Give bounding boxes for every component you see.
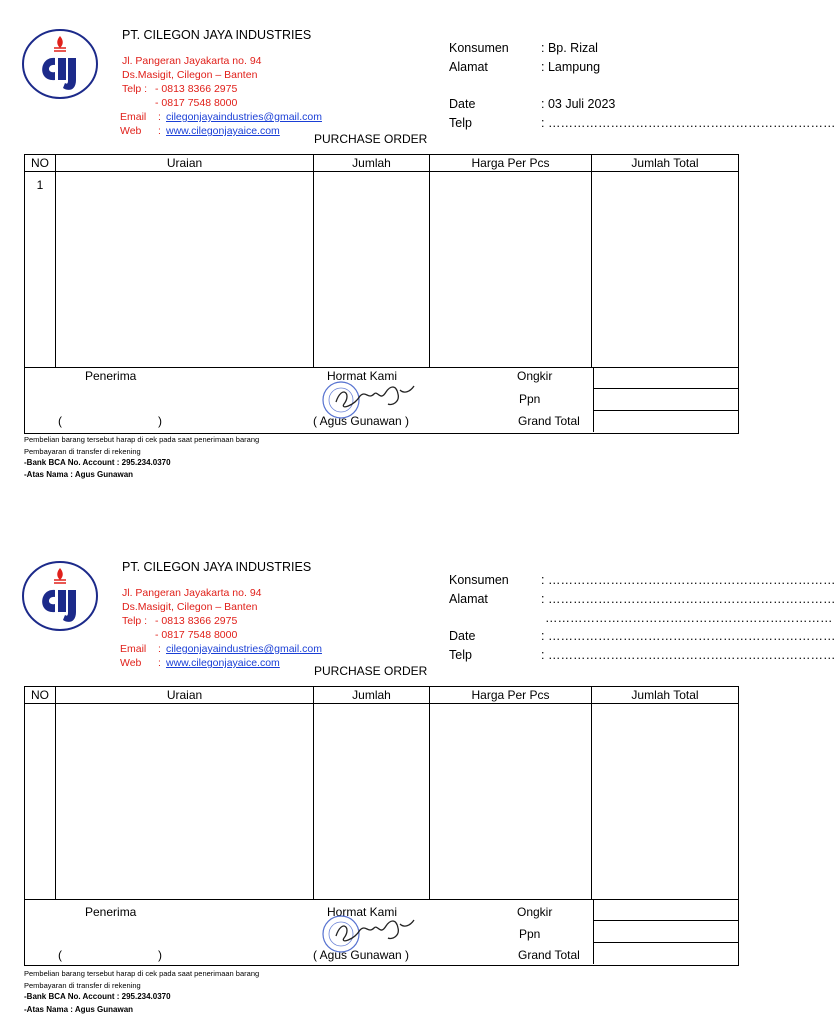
note-transfer: Pembayaran di transfer di rekening	[24, 447, 141, 456]
col-header-total: Jumlah Total	[592, 155, 739, 172]
col-header-harga: Harga Per Pcs	[430, 687, 592, 704]
grand-total-label: Grand Total	[518, 414, 580, 428]
date-value: : ……………………………………………………………	[541, 629, 835, 643]
telp-value: : ……………………………………………………………	[541, 648, 835, 662]
telp-label-right: Telp	[449, 648, 472, 662]
company-address-line1: Jl. Pangeran Jayakarta no. 94	[122, 55, 262, 67]
web-link[interactable]: www.cilegonjayaice.com	[166, 125, 280, 137]
company-logo	[21, 560, 99, 632]
penerima-open-paren: (	[58, 414, 62, 428]
col-header-uraian: Uraian	[56, 155, 314, 172]
alamat-label: Alamat	[449, 592, 488, 606]
col-header-jumlah: Jumlah	[314, 687, 430, 704]
ongkir-box	[593, 899, 739, 921]
date-label: Date	[449, 97, 476, 111]
web-label: Web	[120, 125, 142, 137]
company-name: PT. CILEGON JAYA INDUSTRIES	[122, 28, 312, 42]
col-header-jumlah: Jumlah	[314, 155, 430, 172]
web-link[interactable]: www.cilegonjayaice.com	[166, 657, 280, 669]
ongkir-box	[593, 367, 739, 389]
email-link[interactable]: cilegonjayaindustries@gmail.com	[166, 643, 322, 655]
konsumen-value: : ……………………………………………………………	[541, 573, 835, 587]
ppn-box	[593, 389, 739, 411]
cell-jumlah	[314, 172, 430, 368]
alamat-value: : ……………………………………………………………	[541, 592, 835, 606]
cell-total	[592, 704, 739, 900]
konsumen-label: Konsumen	[449, 573, 509, 587]
purchase-order-form-1	[0, 0, 835, 490]
cell-total	[592, 172, 739, 368]
telp-label: Telp :	[122, 615, 148, 627]
alamat-value: : Lampung	[541, 60, 601, 74]
cell-harga	[430, 704, 592, 900]
grand-total-label: Grand Total	[518, 948, 580, 962]
alamat-label: Alamat	[449, 60, 488, 74]
penerima-label: Penerima	[85, 369, 137, 383]
penerima-open-paren: (	[58, 948, 62, 962]
items-table	[24, 154, 739, 368]
phone-1: - 0813 8366 2975	[155, 83, 238, 95]
account-holder: -Atas Nama : Agus Gunawan	[24, 470, 134, 479]
items-table	[24, 686, 739, 900]
signer-name: ( Agus Gunawan )	[313, 948, 410, 962]
hormat-kami-label: Hormat Kami	[327, 905, 398, 919]
document-title: PURCHASE ORDER	[314, 664, 428, 678]
cell-jumlah	[314, 704, 430, 900]
company-name: PT. CILEGON JAYA INDUSTRIES	[122, 560, 312, 574]
company-address-line1: Jl. Pangeran Jayakarta no. 94	[122, 587, 262, 599]
web-separator: :	[158, 657, 161, 669]
phone-2: - 0817 7548 8000	[155, 97, 238, 109]
phone-2: - 0817 7548 8000	[155, 629, 238, 641]
table-row	[25, 172, 739, 368]
email-separator: :	[158, 111, 161, 123]
ppn-box	[593, 921, 739, 943]
telp-value: : ……………………………………………………………	[541, 116, 835, 130]
row-number: 1	[36, 178, 44, 192]
col-header-harga: Harga Per Pcs	[430, 155, 592, 172]
grand-total-box	[593, 943, 739, 964]
cell-harga	[430, 172, 592, 368]
col-header-total: Jumlah Total	[592, 687, 739, 704]
note-check: Pembelian barang tersebut harap di cek pada saat penerimaan barang	[24, 969, 260, 978]
table-row	[25, 704, 739, 900]
ongkir-label: Ongkir	[517, 369, 553, 383]
signer-name: ( Agus Gunawan )	[313, 414, 410, 428]
hormat-kami-label: Hormat Kami	[327, 369, 398, 383]
bank-account: -Bank BCA No. Account : 295.234.0370	[24, 992, 171, 1001]
account-holder: -Atas Nama : Agus Gunawan	[24, 1005, 134, 1014]
cell-uraian	[56, 704, 314, 900]
company-address-line2: Ds.Masigit, Cilegon – Banten	[122, 601, 258, 613]
col-header-no: NO	[25, 687, 56, 704]
table-header-row	[25, 687, 739, 704]
company-address-line2: Ds.Masigit, Cilegon – Banten	[122, 69, 258, 81]
date-value: : 03 Juli 2023	[541, 97, 616, 111]
alamat-value-line2: ……………………………………………………………	[545, 611, 833, 625]
konsumen-value: : Bp. Rizal	[541, 41, 598, 55]
document-title: PURCHASE ORDER	[314, 132, 428, 146]
purchase-order-form-2	[0, 532, 835, 1022]
cell-no	[25, 704, 56, 900]
telp-label-right: Telp	[449, 116, 472, 130]
email-separator: :	[158, 643, 161, 655]
penerima-close-paren: )	[158, 414, 162, 428]
note-check: Pembelian barang tersebut harap di cek pada saat penerimaan barang	[24, 435, 260, 444]
penerima-label: Penerima	[85, 905, 137, 919]
ongkir-label: Ongkir	[517, 905, 553, 919]
telp-label: Telp :	[122, 83, 148, 95]
cell-uraian	[56, 172, 314, 368]
ppn-label: Ppn	[519, 927, 541, 941]
col-header-uraian: Uraian	[56, 687, 314, 704]
konsumen-label: Konsumen	[449, 41, 509, 55]
web-separator: :	[158, 125, 161, 137]
ppn-label: Ppn	[519, 392, 541, 406]
web-label: Web	[120, 657, 142, 669]
col-header-no: NO	[25, 155, 56, 172]
email-label: Email	[120, 643, 147, 655]
date-label: Date	[449, 629, 476, 643]
note-transfer: Pembayaran di transfer di rekening	[24, 981, 141, 990]
table-header-row	[25, 155, 739, 172]
phone-1: - 0813 8366 2975	[155, 615, 238, 627]
bank-account: -Bank BCA No. Account : 295.234.0370	[24, 458, 171, 467]
email-link[interactable]: cilegonjayaindustries@gmail.com	[166, 111, 322, 123]
grand-total-box	[593, 411, 739, 432]
cell-no	[25, 172, 56, 368]
company-logo	[21, 28, 99, 100]
email-label: Email	[120, 111, 147, 123]
penerima-close-paren: )	[158, 948, 162, 962]
